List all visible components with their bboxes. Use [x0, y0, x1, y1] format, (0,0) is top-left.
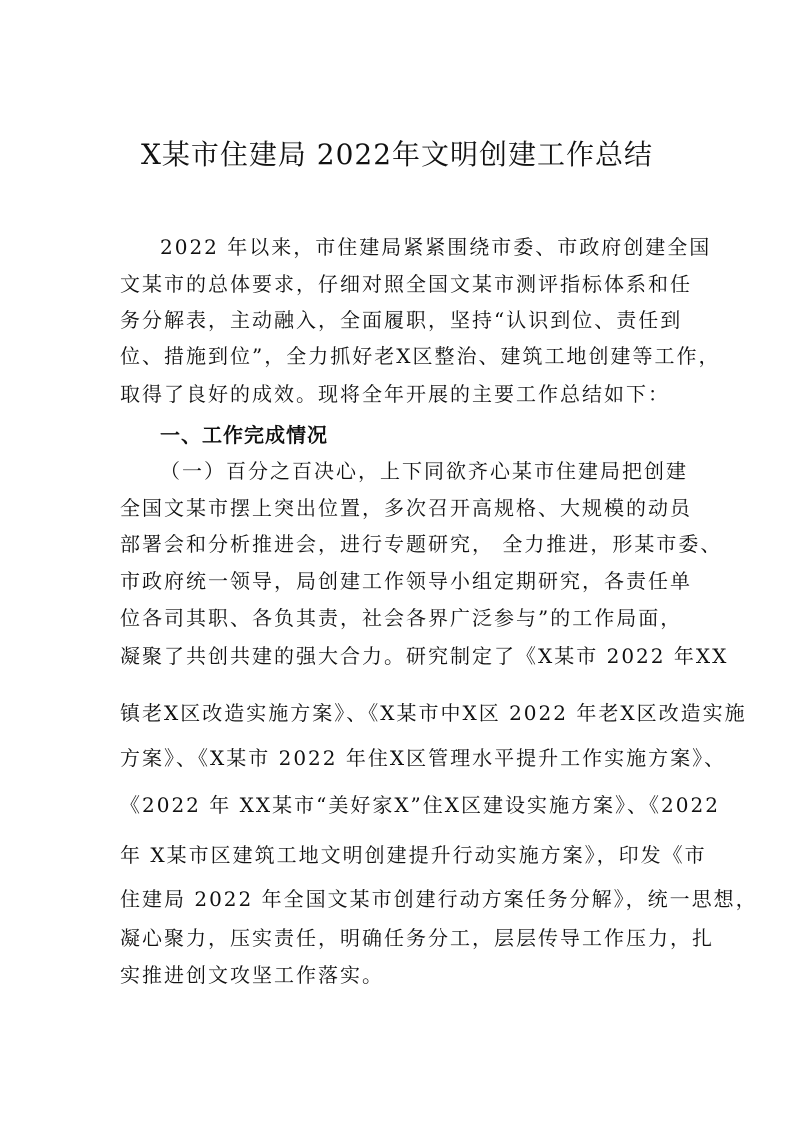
intro-line-1: 2022 年以来，市住建局紧紧围绕市委、市政府创建全国: [160, 235, 712, 259]
section-line-11: 住建局 2022 年全国文某市创建行动方案任务分解》，统一思想，: [120, 887, 758, 911]
section-line-10: 年 X某市区建筑工地文明创建提升行动实施方案》，印发《市: [120, 843, 707, 867]
intro-line-3: 务分解表，主动融入，全面履职，坚持“认识到位、责任到: [120, 308, 683, 332]
intro-line-4: 位、措施到位”，全力抓好老X区整治、建筑工地创建等工作，: [120, 344, 721, 368]
section-line-4: 市政府统一领导，局创建工作领导小组定期研究，各责任单: [120, 569, 692, 593]
section-line-3: 部署会和分析推进会，进行专题研究， 全力推进，形某市委、: [120, 532, 723, 556]
intro-line-2: 文某市的总体要求，仔细对照全国文某市测评指标体系和任: [120, 272, 692, 296]
section-line-1: （一）百分之百决心，上下同欲齐心某市住建局把创建: [160, 459, 688, 483]
section-heading: 一、工作完成情况: [160, 423, 328, 447]
section-line-6: 凝聚了共创共建的强大合力。研究制定了《X某市 2022 年XX: [120, 644, 729, 668]
document-title: X某市住建局 2022年文明创建工作总结: [140, 138, 654, 171]
section-line-9: 《2022 年 XX某市“美好家X”住X区建设实施方案》、《2022: [120, 793, 720, 817]
section-line-2: 全国文某市摆上突出位置，多次召开高规格、大规模的动员: [120, 496, 692, 520]
intro-line-5: 取得了良好的成效。现将全年开展的主要工作总结如下：: [120, 382, 670, 406]
section-line-5: 位各司其职、各负其责，社会各界广泛参与”的工作局面，: [120, 606, 683, 630]
section-line-13: 实推进创文攻坚工作落实。: [120, 963, 384, 987]
section-line-8: 方案》、《X某市 2022 年住X区管理水平提升工作实施方案》、: [120, 746, 727, 770]
section-line-12: 凝心聚力，压实责任，明确任务分工，层层传导工作压力，扎: [120, 926, 714, 950]
section-line-7: 镇老X区改造实施方案》、《X某市中X区 2022 年老X区改造实施: [120, 701, 747, 725]
